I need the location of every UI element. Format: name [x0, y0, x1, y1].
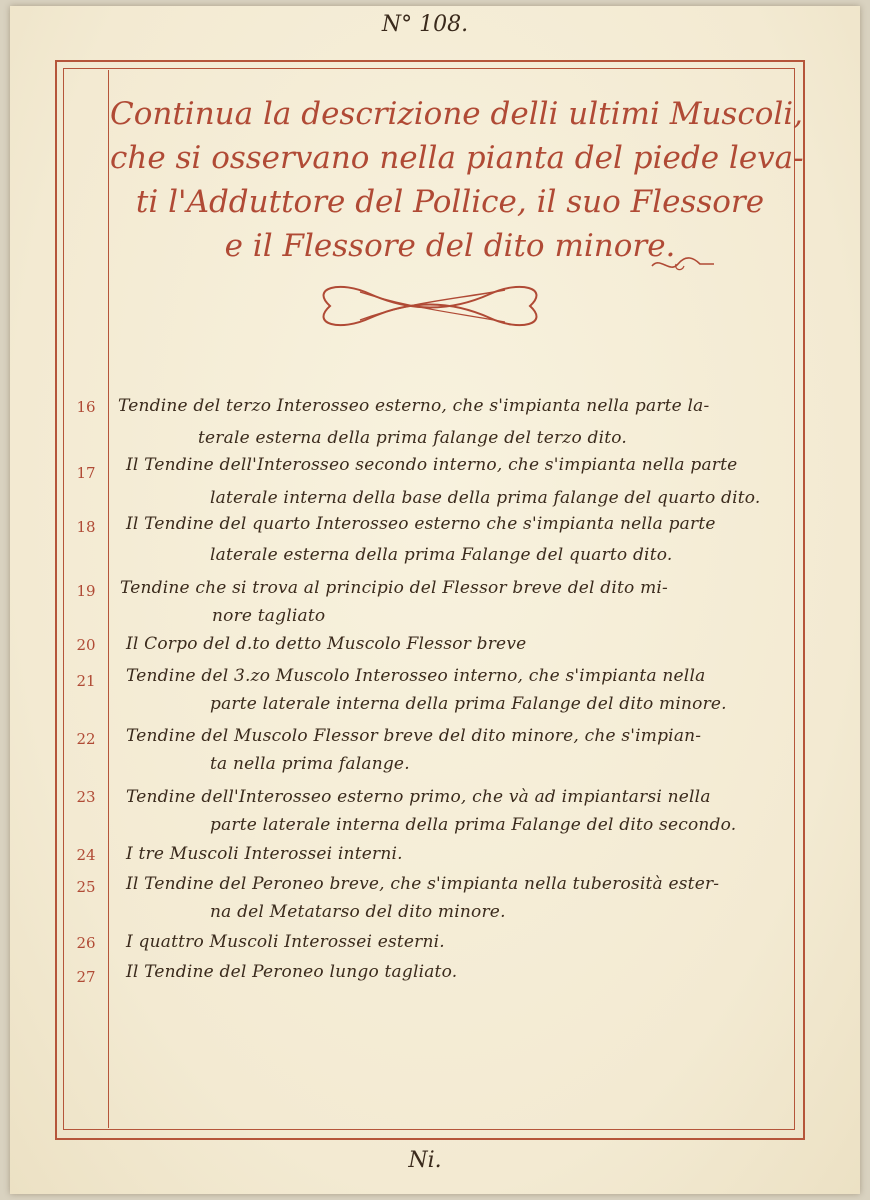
entry-text: Tendine del terzo Interosseo esterno, che s'impianta nella parte la- — [118, 396, 710, 416]
entry-text: I tre Muscoli Interossei interni. — [126, 844, 403, 864]
folio-number-top: N° 108. — [381, 12, 469, 37]
entry-text: Il Tendine del Peroneo breve, che s'impianta nella tuberosità ester- — [126, 874, 720, 894]
entry-text: nore tagliato — [212, 606, 326, 626]
entry-text: Tendine del 3.zo Muscolo Interosseo interno, che s'impianta nella — [126, 666, 706, 686]
decorative-flourish — [300, 278, 560, 334]
title-line: e il Flessore del dito minore. — [224, 228, 676, 264]
entry-text: laterale esterna della prima Falange del quarto dito. — [210, 545, 673, 565]
entry-text: Tendine dell'Interosseo esterno primo, che và ad impiantarsi nella — [126, 787, 711, 807]
entry-number: 25 — [76, 878, 96, 896]
entry-number: 21 — [76, 672, 96, 690]
entry-number: 17 — [76, 464, 96, 482]
entry-number: 18 — [76, 518, 96, 536]
folio-signature-bottom: Ni. — [408, 1148, 442, 1173]
title-line: Continua la descrizione delli ultimi Muscoli, — [110, 96, 804, 132]
entry-text: na del Metatarso del dito minore. — [210, 902, 506, 922]
entry-number: 24 — [76, 846, 96, 864]
entry-text: Tendine che si trova al principio del Flessor breve del dito mi- — [120, 578, 668, 598]
entry-number: 23 — [76, 788, 96, 806]
number-column-rule — [108, 70, 109, 1128]
entry-number: 16 — [76, 398, 96, 416]
entry-number: 20 — [76, 636, 96, 654]
entry-text: terale esterna della prima falange del terzo dito. — [198, 428, 627, 448]
entry-text: I quattro Muscoli Interossei esterni. — [126, 932, 445, 952]
title-tail-flourish — [648, 252, 718, 276]
entry-text: Il Corpo del d.to detto Muscolo Flessor breve — [126, 634, 527, 654]
entry-text: parte laterale interna della prima Falange del dito secondo. — [210, 815, 737, 835]
entry-text: Il Tendine del Peroneo lungo tagliato. — [126, 962, 458, 982]
entry-number: 26 — [76, 934, 96, 952]
page-title — [110, 92, 804, 268]
entry-text: Tendine del Muscolo Flessor breve del dito minore, che s'impian- — [126, 726, 702, 746]
entry-text: Il Tendine dell'Interosseo secondo interno, che s'impianta nella parte — [126, 455, 738, 475]
entry-text: laterale interna della base della prima falange del quarto dito. — [210, 488, 761, 508]
entry-text: Il Tendine del quarto Interosseo esterno che s'impianta nella parte — [126, 514, 716, 534]
entry-number: 27 — [76, 968, 96, 986]
entry-number: 19 — [76, 582, 96, 600]
title-line: che si osservano nella pianta del piede leva- — [110, 140, 804, 176]
entry-text: ta nella prima falange. — [210, 754, 410, 774]
entry-number: 22 — [76, 730, 96, 748]
entry-text: parte laterale interna della prima Falange del dito minore. — [210, 694, 727, 714]
title-line: ti l'Adduttore del Pollice, il suo Flessore — [135, 184, 765, 220]
